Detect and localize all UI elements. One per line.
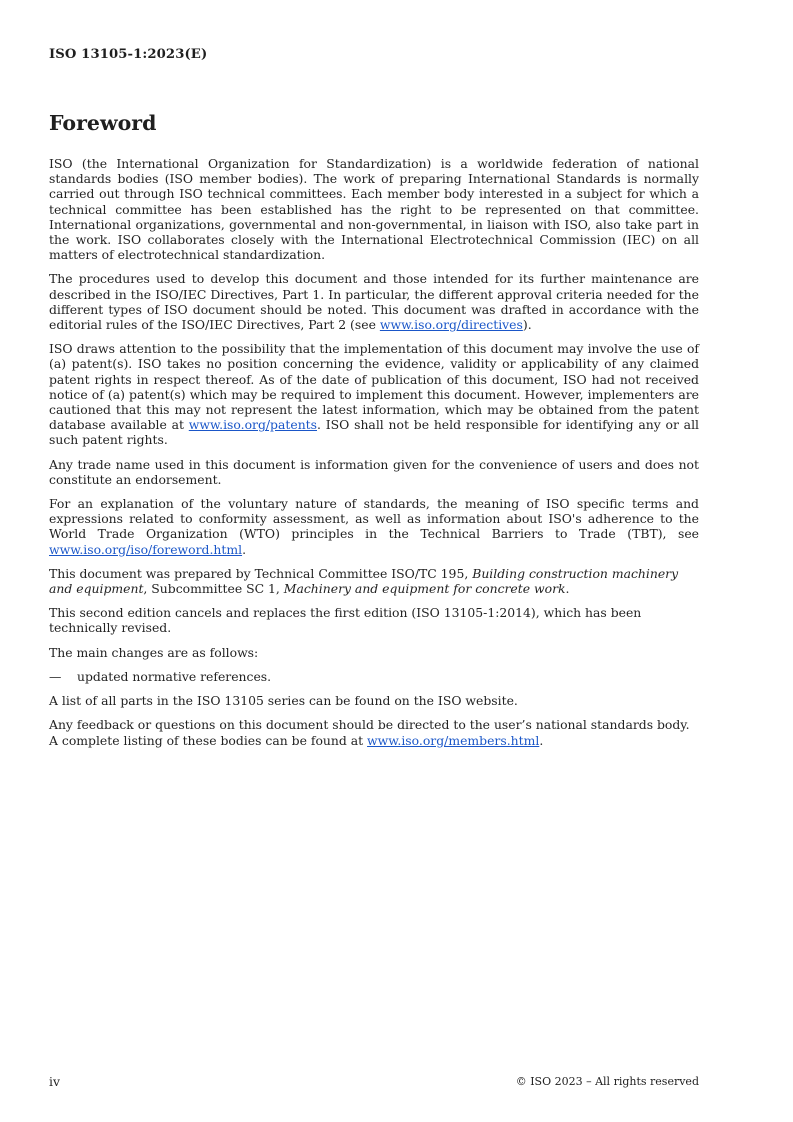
link-foreword[interactable]: www.iso.org/iso/foreword.html	[49, 541, 243, 557]
list-item	[49, 669, 699, 684]
list-dash: —	[49, 668, 62, 684]
link-directives[interactable]: www.iso.org/directives	[379, 317, 523, 333]
paragraph-series: A list of all parts in the ISO 13105 series can be found on the ISO website.	[49, 693, 518, 709]
paragraph-text: . ISO shall not be held responsible for identifying any or all such patent rights.	[49, 417, 699, 448]
paragraph-text: Any feedback or questions on this document should be directed to the user’s national standards body. A complete listing of these bodies can be found at	[49, 717, 690, 748]
page-title: Foreword	[49, 111, 157, 135]
list-item-text: updated normative references.	[77, 668, 272, 684]
subcommittee-title: Machinery and equipment for concrete work	[283, 581, 566, 597]
page-number: iv	[49, 1074, 60, 1089]
copyright-notice: © ISO 2023 – All rights reserved	[515, 1075, 699, 1088]
paragraph-iso-intro: ISO (the International Organization for Standardization) is a worldwide federation of national standards bodies (ISO member bodies). The work of preparing International Standards is normally carried out through ISO technical committees. Each member body interested in a subject for which a technical committee has been established has the right to be represented on that committee. International organizations, governmental and non-governmental, in liaison with ISO, also take part in the work. ISO collaborates closely with the International Electrotechnical Commission (IEC) on all matters of electrotechnical standardization.	[49, 156, 699, 263]
paragraph-text: For an explanation of the voluntary nature of standards, the meaning of ISO specific terms and expressions related to conformity assessment, as well as information about ISO's adherence to the World Trade Organization (WTO) principles in the Technical Barriers to Trade (TBT), see	[49, 496, 699, 542]
paragraph-text: , Subcommittee SC 1,	[143, 581, 284, 597]
paragraph-text: This document was prepared by Technical Committee ISO/TC 195,	[49, 565, 473, 581]
paragraph-patents	[49, 341, 699, 447]
paragraph-voluntary-nature	[49, 496, 699, 557]
paragraph-text: .	[565, 581, 570, 597]
paragraph-committee	[49, 566, 699, 596]
paragraph-feedback	[49, 717, 699, 747]
paragraph-edition: This second edition cancels and replaces the first edition (ISO 13105-1:2014), which has been technically revised.	[49, 605, 642, 636]
paragraph-text: ).	[522, 317, 532, 333]
paragraph-trade-name: Any trade name used in this document is information given for the convenience of users and does not constitute an endorsement.	[49, 456, 699, 487]
link-patents[interactable]: www.iso.org/patents	[188, 417, 318, 433]
committee-title: Building construction machinery and equipment	[49, 565, 679, 597]
paragraph-changes-intro: The main changes are as follows:	[49, 644, 259, 660]
paragraph-text: The procedures used to develop this document and those intended for its further maintenance are described in the ISO/IEC Directives, Part 1. In particular, the different approval criteria needed for the different types of ISO document should be noted. This document was drafted in accordance with the editorial rules of the ISO/IEC Directives, Part 2 (see	[49, 271, 699, 333]
link-members[interactable]: www.iso.org/members.html	[367, 732, 540, 748]
paragraph-text: .	[242, 541, 247, 557]
document-identifier: ISO 13105-1:2023(E)	[49, 47, 208, 62]
paragraph-procedures	[49, 271, 699, 332]
paragraph-text: .	[539, 732, 544, 748]
paragraph-text: ISO draws attention to the possibility that the implementation of this document may involve the use of (a) patent(s). ISO takes no position concerning the evidence, validity or applicability of any claimed patent rights in respect thereof. As of the date of publication of this document, ISO had not received notice of (a) patent(s) which may be required to implement this document. However, implementers are cautioned that this may not represent the latest information, which may be obtained from the patent database available at	[49, 341, 699, 433]
foreword-body	[49, 156, 699, 757]
